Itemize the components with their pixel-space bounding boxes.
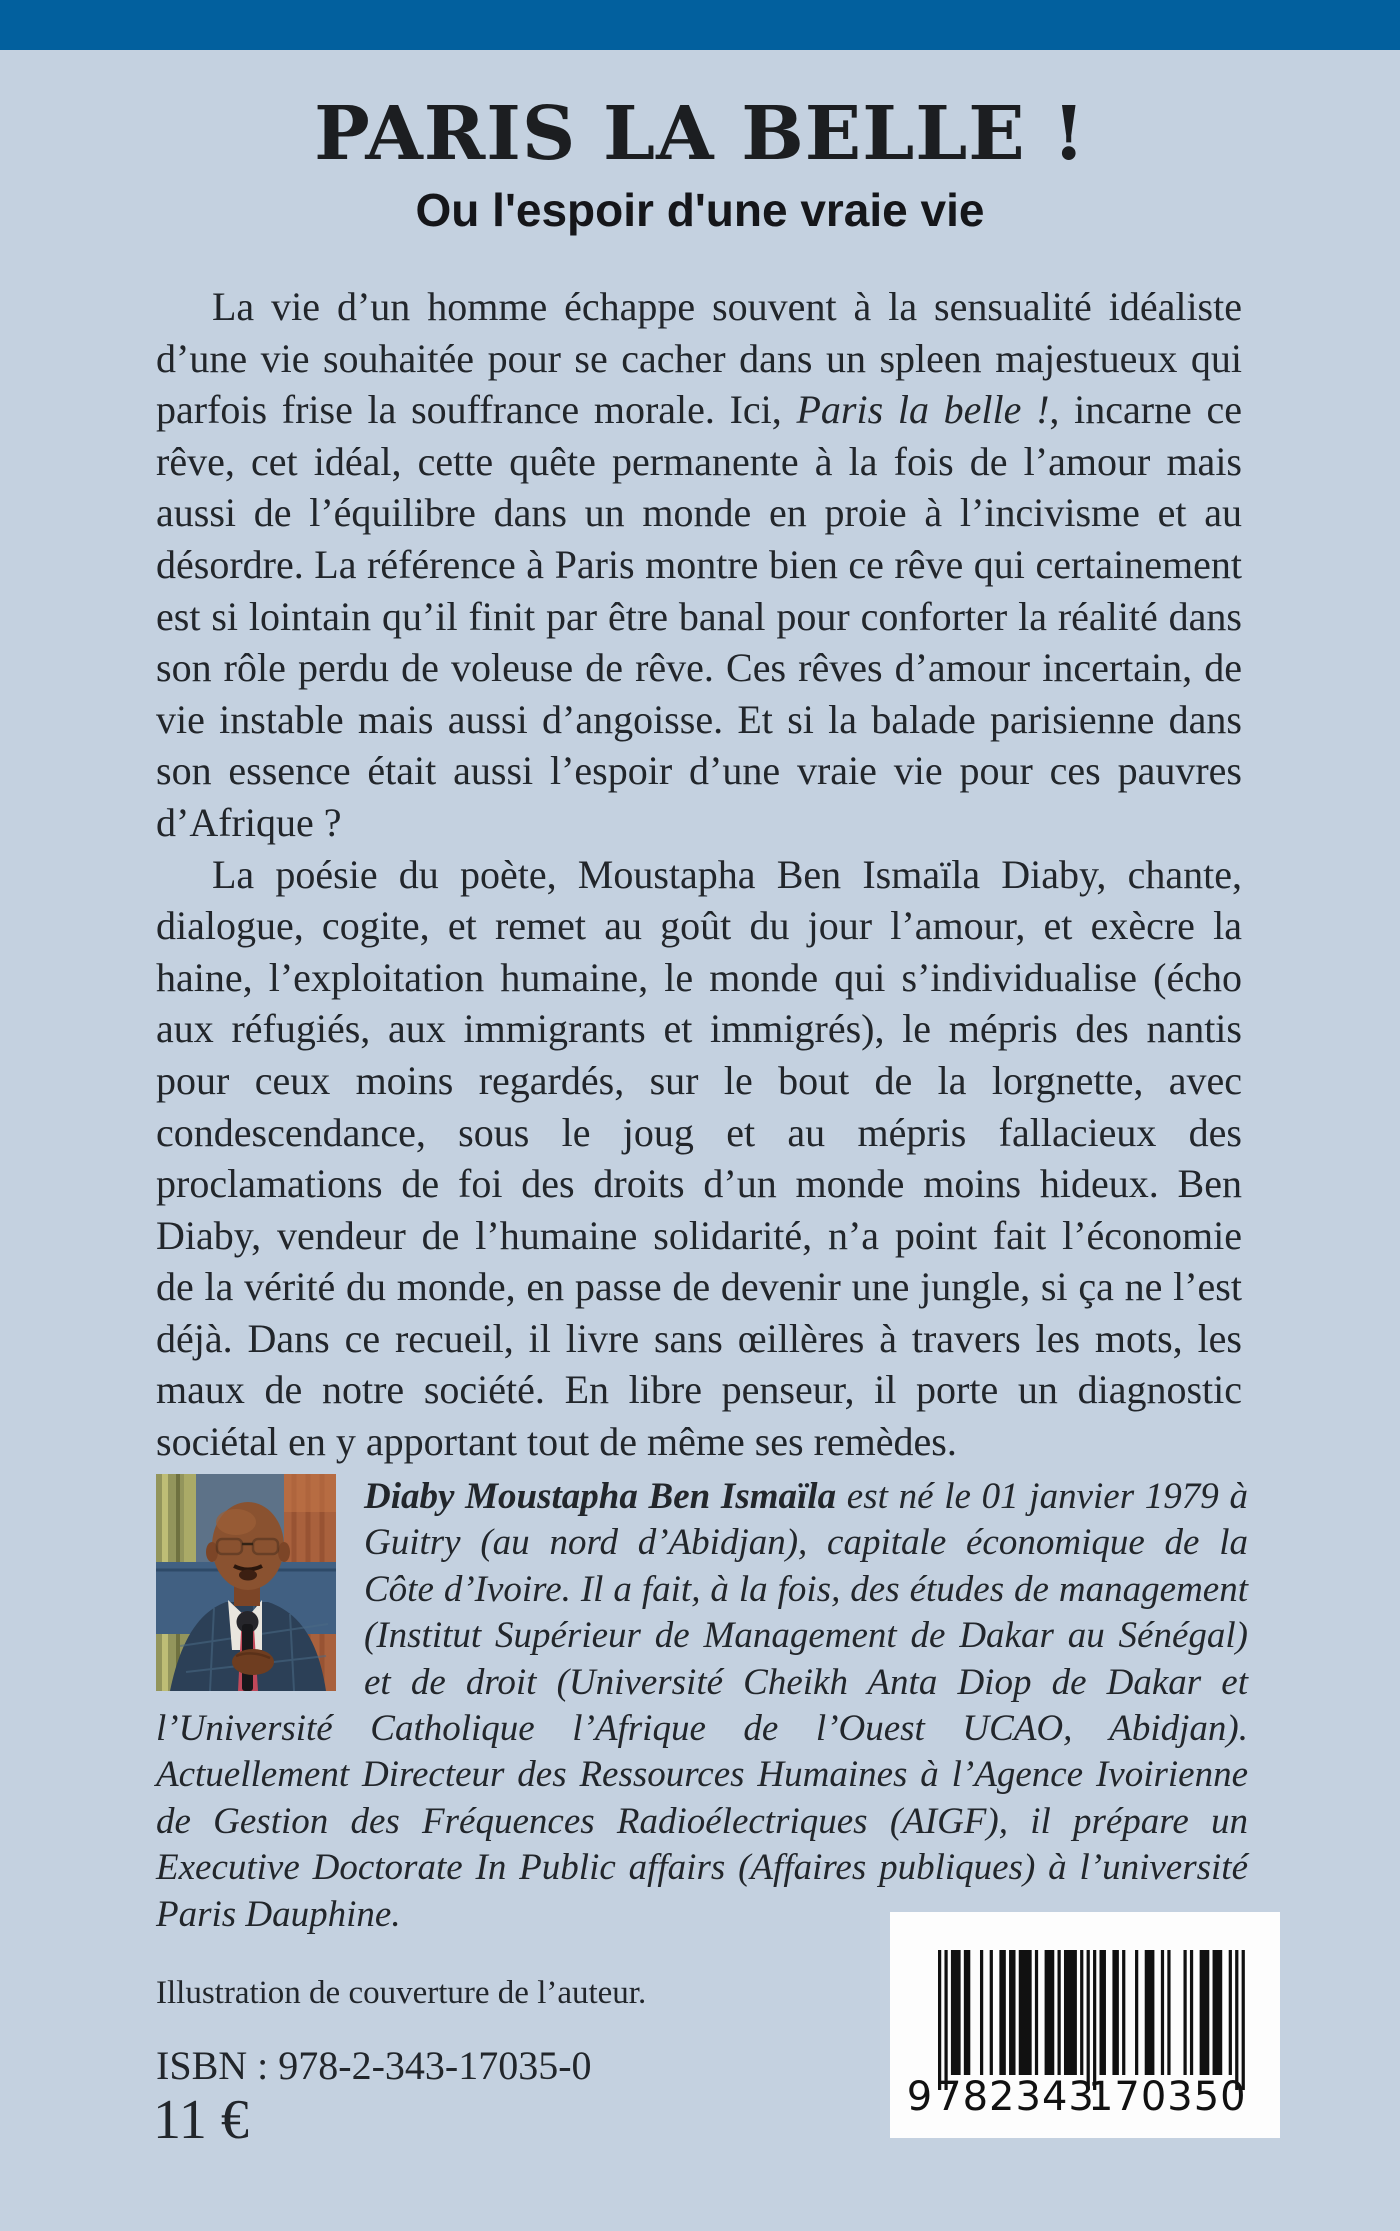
svg-text:170350: 170350 — [1087, 2074, 1247, 2120]
barcode-box — [890, 1912, 1280, 2138]
book-subtitle: Ou l'espoir d'une vraie vie — [415, 184, 985, 236]
author-bio-text: est né le 01 janvier 1979 à Guitry (au nord d’Abidjan), capitale économique de la Côte d’Ivoire. Il a fait, à la fois, des études de management (Institut Supérieur de Management de Dakar au Sénégal) et de droit (Université Cheikh Anta Diop de Dakar et l’Université Catholique l’Afrique de l’Ouest UCAO, Abidjan). Actuellement Directeur des Ressources Humaines à l’Agence Ivoirienne de Gestion des Fréquences Radioélectriques (AIGF), il prépare un Executive Doctorate In Public affairs (Affaires publiques) à l’université Paris Dauphine. — [156, 1476, 1248, 1935]
synopsis-paragraph-2: La poésie du poète, Moustapha Ben Ismaïla Diaby, chante, dialogue, cogite, et remet au goût du jour l’amour, et exècre la haine, l’exploitation humaine, le monde qui s’individualise (écho aux réfugiés, aux immigrants et immigrés), le mépris des nantis pour ceux moins regardés, sur le bout de la lorgnette, avec condescendance, sous le joug et au mépris fallacieux des proclamations de foi des droits d’un monde moins hideux. Ben Diaby, vendeur de l’humaine solidarité, n’a point fait l’économie de la vérité du monde, en passe de devenir une jungle, si ça ne l’est déjà. Dans ce recueil, il livre sans œillères à travers les mots, les maux de notre société. En libre penseur, il porte un diagnostic sociétal en y apportant tout de même ses remèdes. — [156, 851, 1242, 1465]
inline-book-title: Paris la belle ! — [796, 387, 1050, 433]
svg-text:9: 9 — [906, 2074, 934, 2120]
synopsis — [156, 281, 1242, 1468]
author-bio — [156, 1474, 1248, 1938]
synopsis-p1-text-cont: , incarne ce rêve, cet idéal, cette quête permanente à la fois de l’amour mais aussi de l’équilibre dans un monde en proie à l’incivisme et au désordre. La référence à Paris montre bien ce rêve qui certainement est si lointain qu’il finit par être banal pour conforter la réalité dans son rôle perdu de voleuse de rêve. Ces rêves d’amour incertain, de vie instable mais aussi d’angoisse. Et si la balade parisienne dans son essence était aussi l’espoir d’une vraie vie pour ces pauvres d’Afrique ? — [156, 387, 1243, 845]
synopsis-paragraph-1 — [156, 281, 1242, 849]
top-blue-bar — [0, 0, 1400, 50]
synopsis-p1-text: La vie d’un homme échappe souvent à la sensualité idéaliste d’une vie souhaitée pour se cacher dans un spleen majestueux qui parfois frise la souffrance morale. Ici, — [156, 284, 1242, 433]
barcode-svg — [890, 1912, 1280, 2138]
book-title: PARIS LA BELLE ! — [314, 91, 1086, 177]
svg-text:782343: 782343 — [936, 2074, 1095, 2120]
price: 11 € — [153, 2089, 249, 2151]
isbn-number: ISBN : 978-2-343-17035-0 — [156, 2043, 592, 2088]
author-name: Diaby Moustapha Ben Ismaïla — [364, 1476, 837, 1517]
illustration-credit: Illustration de couverture de l’auteur. — [156, 1975, 647, 2011]
author-photo — [156, 1474, 336, 1691]
